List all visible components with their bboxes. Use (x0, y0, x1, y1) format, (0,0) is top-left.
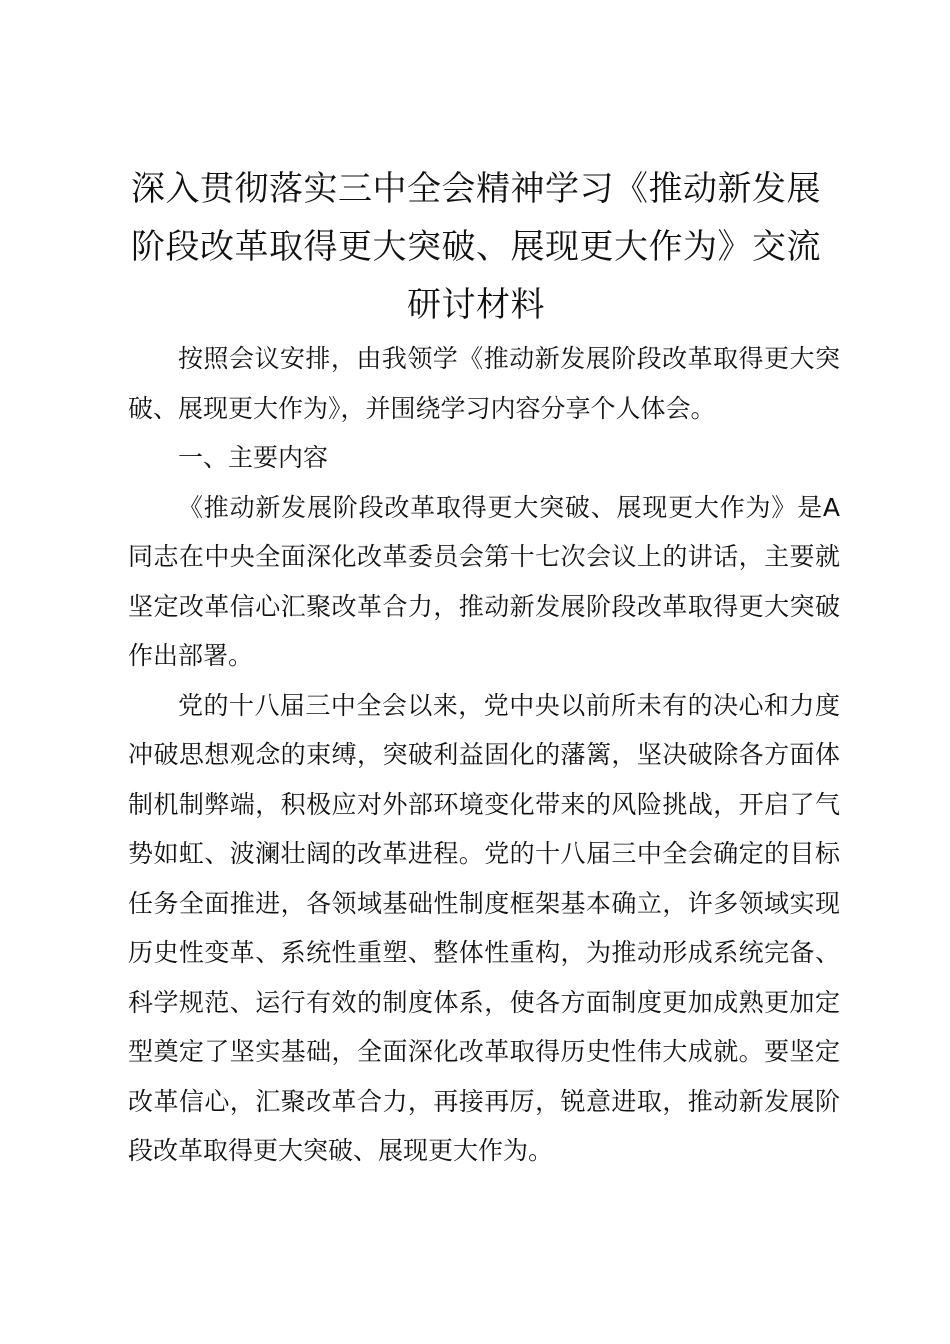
title-line-3: 研讨材料 (407, 285, 545, 325)
document-body (128, 334, 840, 1176)
intro-paragraph: 按照会议安排，由我领学《推动新发展阶段改革取得更大突破、展现更大作为》，并围绕学习内容分享个人体会。 (128, 344, 840, 423)
title-line-1: 深入贯彻落实三中全会精神学习《推动新发展 (131, 169, 821, 209)
section-heading: 一、主要内容 (178, 443, 329, 472)
content-paragraph-1: 《推动新发展阶段改革取得更大突破、展现更大作为》是A同志在中央全面深化改革委员会第十七次会议上的讲话，主要就坚定改革信心汇聚改革合力，推动新发展阶段改革取得更大突破作出部署。 (128, 492, 840, 670)
document-title (120, 160, 832, 334)
content-paragraph-2: 党的十八届三中全会以来，党中央以前所未有的决心和力度冲破思想观念的束缚，突破利益固化的藩篱，坚决破除各方面体制机制弊端，积极应对外部环境变化带来的风险挑战，开启了气势如虹、波澜壮阔的改革进程。党的十八届三中全会确定的目标任务全面推进，各领域基础性制度框架基本确立，许多领域实现历史性变革、系统性重塑、整体性重构，为推动形成系统完备、科学规范、运行有效的制度体系，使各方面制度更加成熟更加定型奠定了坚实基础，全面深化改革取得历史性伟大成就。要坚定改革信心，汇聚改革合力，再接再厉，锐意进取，推动新发展阶段改革取得更大突破、展现更大作为。 (128, 690, 840, 1165)
title-line-2: 阶段改革取得更大突破、展现更大作为》交流 (131, 227, 821, 267)
